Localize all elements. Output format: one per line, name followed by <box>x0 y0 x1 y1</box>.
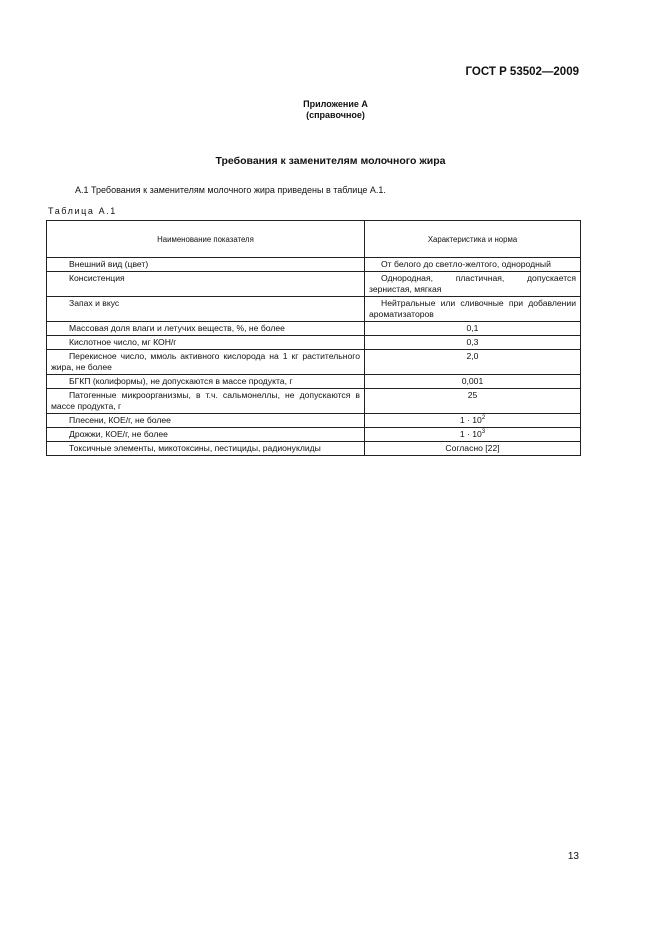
param-cell: Консистенция <box>47 272 365 297</box>
norm-cell: Согласно [22] <box>365 442 581 456</box>
param-cell: Запах и вкус <box>47 297 365 322</box>
norm-cell: 2,0 <box>365 350 581 375</box>
column-header-norm: Характеристика и норма <box>365 221 581 258</box>
table-row <box>47 442 581 456</box>
norm-base: 1 · 10 <box>459 415 482 425</box>
norm-exponent: 2 <box>481 415 486 422</box>
appendix-heading <box>0 99 661 121</box>
norm-cell: Нейтральные или сливочные при добавлении ароматизаторов <box>365 297 581 322</box>
appendix-label: Приложение А <box>303 99 368 109</box>
norm-exponent: 3 <box>481 429 486 436</box>
param-cell: Перекисное число, ммоль активного кислорода на 1 кг растительного жира, не более <box>47 350 365 375</box>
norm-cell: Однородная, пластичная, допускается зернистая, мягкая <box>365 272 581 297</box>
norm-cell: 0,3 <box>365 336 581 350</box>
norm-base: 1 · 10 <box>459 429 482 439</box>
table-row <box>47 336 581 350</box>
column-header-parameter: Наименование показателя <box>47 221 365 258</box>
table-row <box>47 389 581 414</box>
param-cell: Дрожжи, КОЕ/г, не более <box>47 428 365 442</box>
param-cell: Токсичные элементы, микотоксины, пестициды, радионуклиды <box>47 442 365 456</box>
norm-cell: 0,1 <box>365 322 581 336</box>
norm-cell: 0,001 <box>365 375 581 389</box>
param-cell: Кислотное число, мг КОН/г <box>47 336 365 350</box>
param-cell: Патогенные микроорганизмы, в т.ч. сальмонеллы, не допускаются в массе продукта, г <box>47 389 365 414</box>
param-cell: БГКП (колиформы), не допускаются в массе продукта, г <box>47 375 365 389</box>
param-cell: Внешний вид (цвет) <box>47 258 365 272</box>
page-number: 13 <box>567 851 579 862</box>
table-row <box>47 375 581 389</box>
table-row <box>47 414 581 428</box>
table-row <box>47 322 581 336</box>
table-row <box>47 258 581 272</box>
standard-code: ГОСТ Р 53502—2009 <box>465 66 579 78</box>
section-title: Требования к заменителям молочного жира <box>215 155 446 167</box>
norm-cell <box>365 414 581 428</box>
param-cell: Массовая доля влаги и летучих веществ, %, не более <box>47 322 365 336</box>
requirements-table <box>46 220 581 456</box>
section-intro: А.1 Требования к заменителям молочного жира приведены в таблице А.1. <box>75 185 386 195</box>
param-cell: Плесени, КОЕ/г, не более <box>47 414 365 428</box>
norm-cell: От белого до светло-желтого, однородный <box>365 258 581 272</box>
table-caption: Таблица А.1 <box>48 206 117 216</box>
norm-cell: 25 <box>365 389 581 414</box>
table-row <box>47 272 581 297</box>
table-row <box>47 350 581 375</box>
table-header-row <box>47 221 581 258</box>
table-row <box>47 428 581 442</box>
table-row <box>47 297 581 322</box>
appendix-note: (справочное) <box>306 110 365 120</box>
norm-cell <box>365 428 581 442</box>
